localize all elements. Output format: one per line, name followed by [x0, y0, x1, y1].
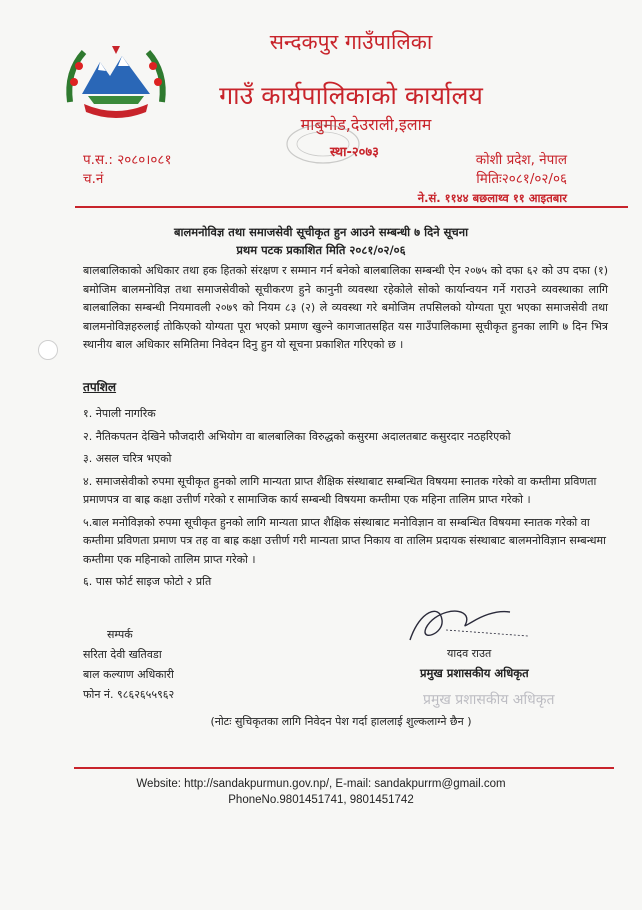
municipality-name: सन्दकपुर गाउँपालिका — [269, 30, 433, 54]
notice-title-block — [0, 223, 642, 259]
contact-role: बाल कल्याण अधिकारी — [83, 668, 174, 681]
established-year: स्था-२०७३ — [330, 145, 379, 160]
requirements-list — [83, 405, 611, 596]
issue-date: मितिः२०८१/०२/०६ — [476, 171, 567, 187]
office-name: गाउँ कार्यपालिकाको कार्यालय — [219, 81, 483, 110]
footer-website-email: Website: http://sandakpurmun.gov.np/, E-mail: sandakpurrm@gmail.com — [136, 778, 506, 790]
section-heading: तपशिल — [83, 380, 117, 394]
list-item: ६. पास फोर्ट साइज फोटो २ प्रति — [83, 575, 212, 588]
contact-name: सरिता देवी खतिवडा — [83, 648, 162, 661]
punch-hole — [38, 340, 58, 360]
reference-number: प.स.: २०८०।०८१ — [83, 152, 172, 168]
list-item: १. नेपाली नागरिक — [83, 407, 156, 420]
reference-block — [83, 151, 171, 189]
dispatch-number: च.नं — [83, 171, 104, 187]
notice-body: बालबालिकाको अधिकार तथा हक हितको संरक्षण र सम्मान गर्न बनेको बालबालिका सम्बन्धी ऐन २०७५ को दफा ६२ को उप दफा (१) बमोजिम बालमनोविज्ञ तथा समाजसेवीको सूचीकरण हुने कानुनी व्यवस्था रहेकोले सोको कार्यान्वयन गर्ने गराउने व्यवस्थाका लागि बालबालिका सम्बन्धी नियमावली २०७९ को नियम ८३ (२) ले व्यवस्था गरे बमोजिम तपसिलको योग्यता पूरा भएका समाजसेवी तथा बालमनोविज्ञहरुलाई तोकिएको योग्यता पूरा भएको प्रमाण खुल्ने कागजातसहित यस गाउँपालिकामा सूचीकृत हुनका लागि ७ दिन भित्र स्थानीय बाल अधिकार समितिमा निवेदन दिनु हुन यो सूचना प्रकाशित गरिएको छ । — [83, 264, 608, 352]
nepal-sambat-date: ने.सं. ११४४ बछलाथ्व ११ आइतबार — [417, 191, 567, 205]
list-item: ५.बाल मनोविज्ञको रुपमा सूचीकृत हुनको लागि मान्यता प्राप्त शैक्षिक संस्थाबाट मनोविज्ञान वा सम्बन्धित विषयमा स्नातक गरेको वा कम्तीमा प्रविणता प्रमाण पत्र तह वा बाह्र कक्षा उत्तीर्ण गरी मान्यता प्राप्त निकाय वा तालिम प्रदायक संस्थाबाट बालमनोविज्ञान सम्बन्धमा कम्तीमा एक महिनाको तालिम प्राप्त गरेको । — [83, 515, 606, 566]
contact-block — [83, 625, 174, 705]
office-address: माबुमोड,देउराली,इलाम — [300, 115, 432, 134]
footer — [0, 776, 642, 808]
province: कोशी प्रदेश, नेपाल — [475, 152, 567, 168]
fee-note: (नोटः सुचिकृतका लागि निवेदन पेश गर्दा हाललाई शुल्कलाग्ने छैन ) — [210, 715, 472, 728]
footer-divider — [74, 767, 614, 769]
signatory-stamp: प्रमुख प्रशासकीय अधिकृत — [423, 692, 555, 708]
footer-phone: PhoneNo.9801451741, 9801451742 — [228, 794, 414, 806]
contact-label: सम्पर्क — [107, 628, 133, 641]
list-item: ३. असल चरित्र भएको — [83, 452, 172, 465]
list-item: ४. समाजसेवीको रुपमा सूचीकृत हुनको लागि मान्यता प्राप्त शैक्षिक संस्थाबाट सम्बन्धित विषयमा स्नातक गरेको वा कम्तीमा प्रविणता प्रमाणपत्र वा बाह्र कक्षा उत्तीर्ण गरेको र सामाजिक कार्य सम्बन्धी विषयमा कम्तीमा एक महिना तालिम प्राप्त गरेको । — [83, 474, 597, 506]
list-item: २. नैतिकपतन देखिने फौजदारी अभियोग वा बालबालिका विरुद्धको कसुरमा अदालतबाट कसुरदार नठहरिएको — [83, 429, 511, 443]
address-date-block — [418, 151, 567, 208]
contact-phone: फोन नं. ९८६२६५५९६२ — [83, 688, 175, 701]
notice-title: बालमनोविज्ञ तथा समाजसेवी सूचीकृत हुन आउने सम्बन्धी ७ दिने सूचना — [173, 225, 469, 239]
signatory-title: प्रमुख प्रशासकीय अधिकृत — [420, 666, 529, 680]
header-divider — [75, 206, 628, 208]
signatory-name: यादव राउत — [447, 647, 492, 660]
notice-subtitle: प्रथम पटक प्रकाशित मिति २०८१/०२/०६ — [236, 243, 406, 257]
signature-icon — [400, 600, 540, 648]
